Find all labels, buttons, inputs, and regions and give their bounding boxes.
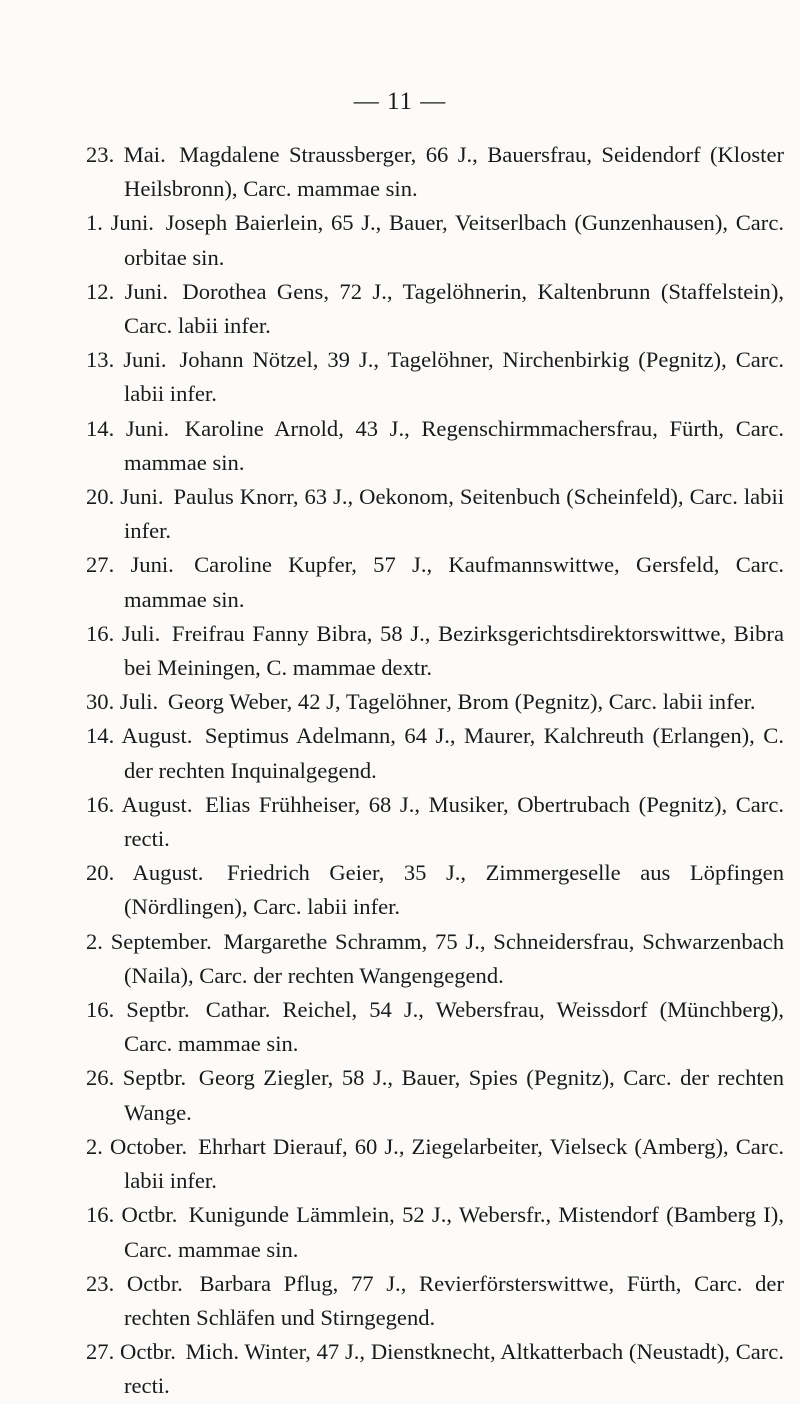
list-item	[86, 856, 784, 924]
entry-text: Kunigunde Lämmlein, 52 J., Webersfr., Mistendorf (Bamberg I), Carc. mammae sin.	[124, 1202, 784, 1262]
entry-date: 20. August.	[86, 860, 204, 886]
entry-text: Mich. Winter, 47 J., Dienstknecht, Altkatterbach (Neustadt), Carc. recti.	[124, 1339, 784, 1399]
entry-text: Magdalene Straussberger, 66 J., Bauersfrau, Seidendorf (Kloster Heilsbronn), Carc. mammae sin.	[124, 142, 785, 202]
entry-date: 23. Mai.	[86, 142, 166, 167]
list-item	[86, 1130, 784, 1198]
entry-list	[86, 138, 784, 1404]
entry-date: 27. Octbr.	[86, 1339, 176, 1365]
entry-text: Elias Frühheiser, 68 J., Musiker, Obertrubach (Pegnitz), Carc. recti.	[124, 791, 785, 852]
entry-date: 16. August.	[86, 791, 193, 817]
entry-date: 30. Juli.	[86, 689, 159, 715]
entry-text: Dorothea Gens, 72 J., Tagelöhnerin, Kaltenbrunn (Staffelstein), Carc. labii infer.	[124, 278, 784, 339]
entry-text: Cathar. Reichel, 54 J., Webersfrau, Weissdorf (Münchberg), Carc. mammae sin.	[124, 997, 785, 1057]
entry-date: 27. Juni.	[86, 552, 174, 578]
list-item	[86, 617, 784, 685]
list-item	[86, 412, 784, 480]
list-item	[86, 993, 784, 1061]
list-item	[86, 1267, 784, 1335]
entry-text: Johann Nötzel, 39 J., Tagelöhner, Nirchenbirkig (Pegnitz), Carc. labii infer.	[124, 347, 785, 407]
list-item	[86, 138, 784, 206]
list-item	[86, 685, 784, 719]
entry-text: Caroline Kupfer, 57 J., Kaufmannswittwe, Gersfeld, Carc. mammae sin.	[124, 552, 784, 612]
entry-date: 2. September.	[86, 928, 212, 954]
list-item	[86, 1061, 784, 1129]
entry-text: Georg Weber, 42 J, Tagelöhner, Brom (Pegnitz), Carc. labii infer.	[167, 689, 756, 715]
list-item	[86, 206, 784, 274]
entry-text: Paulus Knorr, 63 J., Oekonom, Seitenbuch (Scheinfeld), Carc. labii infer.	[124, 484, 785, 544]
list-item	[86, 719, 784, 787]
entry-date: 2. October.	[86, 1133, 188, 1159]
entry-text: Ehrhart Dierauf, 60 J., Ziegelarbeiter, Vielseck (Amberg), Carc. labii infer.	[124, 1133, 785, 1194]
list-item	[86, 1335, 784, 1403]
entry-date: 16. Octbr.	[86, 1202, 178, 1228]
entry-date: 26. Septbr.	[86, 1065, 187, 1091]
list-item	[86, 275, 784, 343]
entry-text: Joseph Baierlein, 65 J., Bauer, Veitserlbach (Gunzenhausen), Carc. orbitae sin.	[124, 210, 784, 270]
entry-text: Margarethe Schramm, 75 J., Schneidersfrau, Schwarzenbach (Naila), Carc. der rechten Wangengegend.	[124, 928, 784, 988]
list-item	[86, 1198, 784, 1266]
entry-text: Karoline Arnold, 43 J., Regenschirmmachersfrau, Fürth, Carc. mammae sin.	[124, 415, 784, 475]
entry-date: 20. Juni.	[86, 484, 164, 510]
entry-date: 23. Octbr.	[86, 1270, 183, 1296]
list-item	[86, 480, 784, 548]
entry-text: Septimus Adelmann, 64 J., Maurer, Kalchreuth (Erlangen), C. der rechten Inquinalgegend.	[124, 723, 784, 783]
entry-text: Freifrau Fanny Bibra, 58 J., Bezirksgerichtsdirektorswittwe, Bibra bei Meiningen, C. mammae dextr.	[124, 620, 784, 681]
list-item	[86, 343, 784, 411]
entry-date: 13. Juni.	[86, 347, 167, 373]
entry-date: 12. Juni.	[86, 278, 168, 304]
list-item	[86, 548, 784, 616]
entry-date: 1. Juni.	[86, 210, 154, 236]
page-number: — 11 —	[353, 88, 447, 115]
entry-text: Georg Ziegler, 58 J., Bauer, Spies (Pegnitz), Carc. der rechten Wange.	[124, 1065, 785, 1125]
entry-date: 16. Septbr.	[86, 997, 190, 1023]
entry-text: Barbara Pflug, 77 J., Revierförsterswittwe, Fürth, Carc. der rechten Schläfen und Stirngegend.	[124, 1270, 784, 1330]
entry-date: 14. August.	[86, 723, 193, 749]
entry-date: 16. Juli.	[86, 620, 161, 646]
entry-text: Friedrich Geier, 35 J., Zimmergeselle aus Löpfingen (Nördlingen), Carc. labii infer.	[124, 860, 784, 920]
list-item	[86, 925, 784, 993]
list-item	[86, 788, 784, 856]
entry-date: 14. Juni.	[86, 415, 170, 441]
